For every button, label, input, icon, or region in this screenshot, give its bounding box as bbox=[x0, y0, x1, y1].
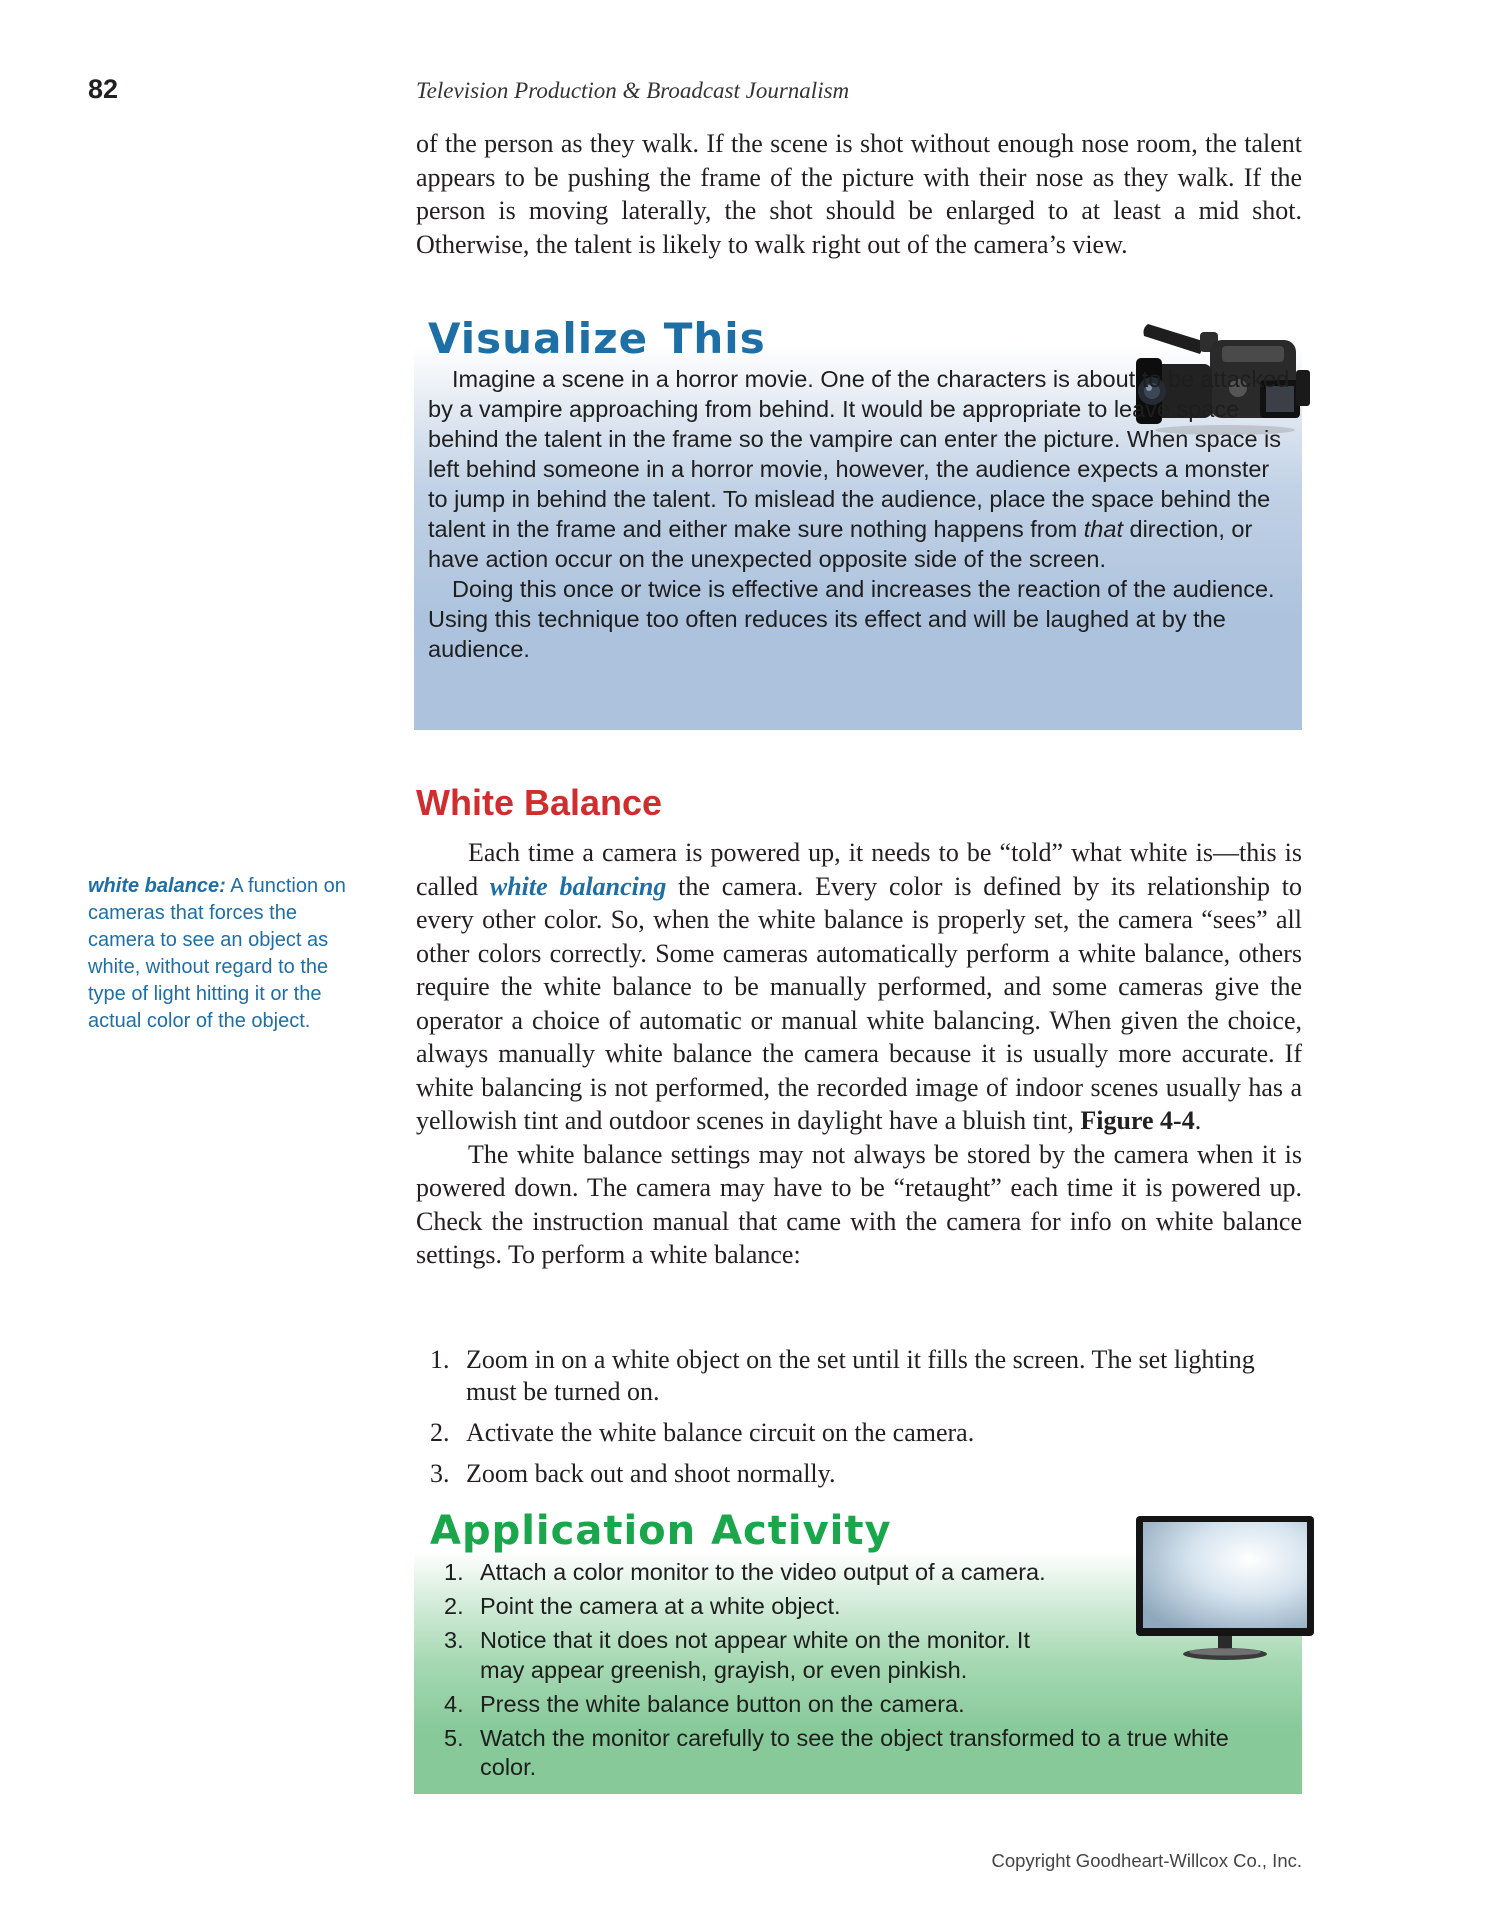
wb-text-b: the camera. Every color is defined by its relationship to every other color. So, when the white balance is properly set, the camera “sees” all other colors correctly. Some cameras automatically perform a white balance, others require the white balance to be manually performed, and some cameras give the operator a choice of automatic or manual white balancing. When given the choice, always manually white balance the camera because it is usually more accurate. If white balancing is not performed, the recorded image of indoor scenes usually has a yellowish tint and outdoor scenes in daylight have a bluish tint, bbox=[416, 871, 1302, 1135]
item-number: 5. bbox=[444, 1724, 464, 1751]
glossary-definition: A function on cameras that forces the camera to see an object as white, without regard to the type of light hitting it or the actual color of the object. bbox=[88, 875, 346, 1032]
list-item bbox=[416, 1417, 1302, 1449]
intro-paragraph: of the person as they walk. If the scene is shot without enough nose room, the talent appears to be pushing the frame of the picture with their nose as they walk. If the person is moving laterally, the shot should be enlarged to at least a mid shot. Otherwise, the talent is likely to walk right out of the camera’s view. bbox=[416, 129, 1302, 259]
section-heading-white-balance: White Balance bbox=[416, 782, 663, 823]
item-number: 2. bbox=[444, 1593, 464, 1619]
list-item bbox=[444, 1626, 1040, 1685]
list-item bbox=[444, 1558, 1274, 1588]
step-number: 1. bbox=[430, 1345, 450, 1374]
running-head: Television Production & Broadcast Journalism bbox=[416, 78, 850, 103]
list-item bbox=[416, 1344, 1302, 1408]
visualize-this-text bbox=[428, 364, 1293, 664]
step-text: Zoom back out and shoot normally. bbox=[466, 1459, 836, 1488]
step-number: 3. bbox=[430, 1459, 450, 1488]
copyright-notice: Copyright Goodheart-Willcox Co., Inc. bbox=[991, 1850, 1302, 1871]
list-item bbox=[416, 1458, 1302, 1490]
page-number: 82 bbox=[88, 74, 119, 104]
item-text: Point the camera at a white object. bbox=[480, 1593, 841, 1619]
visualize-paragraph-1-text-b: direction, or have action occur on the unexpected opposite side of the screen. bbox=[428, 516, 1253, 572]
visualize-emphasis: that bbox=[1083, 516, 1123, 542]
item-text: Notice that it does not appear white on the monitor. It may appear greenish, grayish, or even pinkish. bbox=[480, 1627, 1030, 1683]
item-number: 1. bbox=[444, 1559, 464, 1585]
glossary-term: white balance: bbox=[88, 875, 226, 897]
margin-glossary-note bbox=[88, 873, 363, 1035]
step-number: 2. bbox=[430, 1418, 450, 1447]
item-text: Attach a color monitor to the video output of a camera. bbox=[480, 1559, 1046, 1585]
item-number: 4. bbox=[444, 1690, 464, 1717]
intro-text bbox=[416, 127, 1302, 261]
visualize-paragraph-1 bbox=[428, 364, 1293, 574]
application-activity-list bbox=[444, 1558, 1274, 1787]
step-text: Zoom in on a white object on the set until it fills the screen. The set lighting must be turned on. bbox=[466, 1345, 1255, 1406]
list-item bbox=[444, 1592, 1274, 1622]
visualize-paragraph-2: Doing this once or twice is effective and increases the reaction of the audience. Using this technique too often reduces its effect and will be laughed at by the audience. bbox=[428, 576, 1275, 662]
list-item bbox=[444, 1724, 1280, 1783]
key-term-white-balancing: white balancing bbox=[489, 871, 667, 901]
item-text: Press the white balance button on the camera. bbox=[480, 1690, 965, 1717]
item-text: Watch the monitor carefully to see the object transformed to a true white color. bbox=[480, 1724, 1229, 1780]
white-balance-steps bbox=[416, 1344, 1302, 1499]
wb-text-a: Each time a camera is powered up, it needs to be “told” what white is—this is called bbox=[416, 838, 1302, 901]
visualize-paragraph-1-text-a: Imagine a scene in a horror movie. One of the characters is about to be attacked by a vampire approaching from behind. It would be appropriate to leave space behind the talent in the frame so the vampire can enter the picture. When space is left behind someone in a horror movie, however, the audience expects a monster to jump in behind the talent. To mislead the audience, place the space behind the talent in the frame and either make sure nothing happens from bbox=[428, 366, 1290, 542]
visualize-this-title: Visualize This bbox=[428, 314, 766, 363]
white-balance-paragraph-2: The white balance settings may not always be stored by the camera when it is powered down. The camera may have to be “retaught” each time it is powered up. Check the instruction manual that came with the camera for info on white balance settings. To perform a white balance: bbox=[416, 1139, 1302, 1269]
application-activity-title: Application Activity bbox=[430, 1508, 892, 1554]
wb-text-c: . bbox=[1194, 1106, 1202, 1135]
white-balance-text bbox=[416, 836, 1302, 1272]
step-text: Activate the white balance circuit on the camera. bbox=[466, 1418, 975, 1447]
figure-reference: Figure 4-4 bbox=[1080, 1106, 1195, 1135]
list-item bbox=[444, 1690, 1274, 1720]
white-balance-paragraph-1 bbox=[416, 836, 1302, 1138]
item-number: 3. bbox=[444, 1627, 464, 1653]
